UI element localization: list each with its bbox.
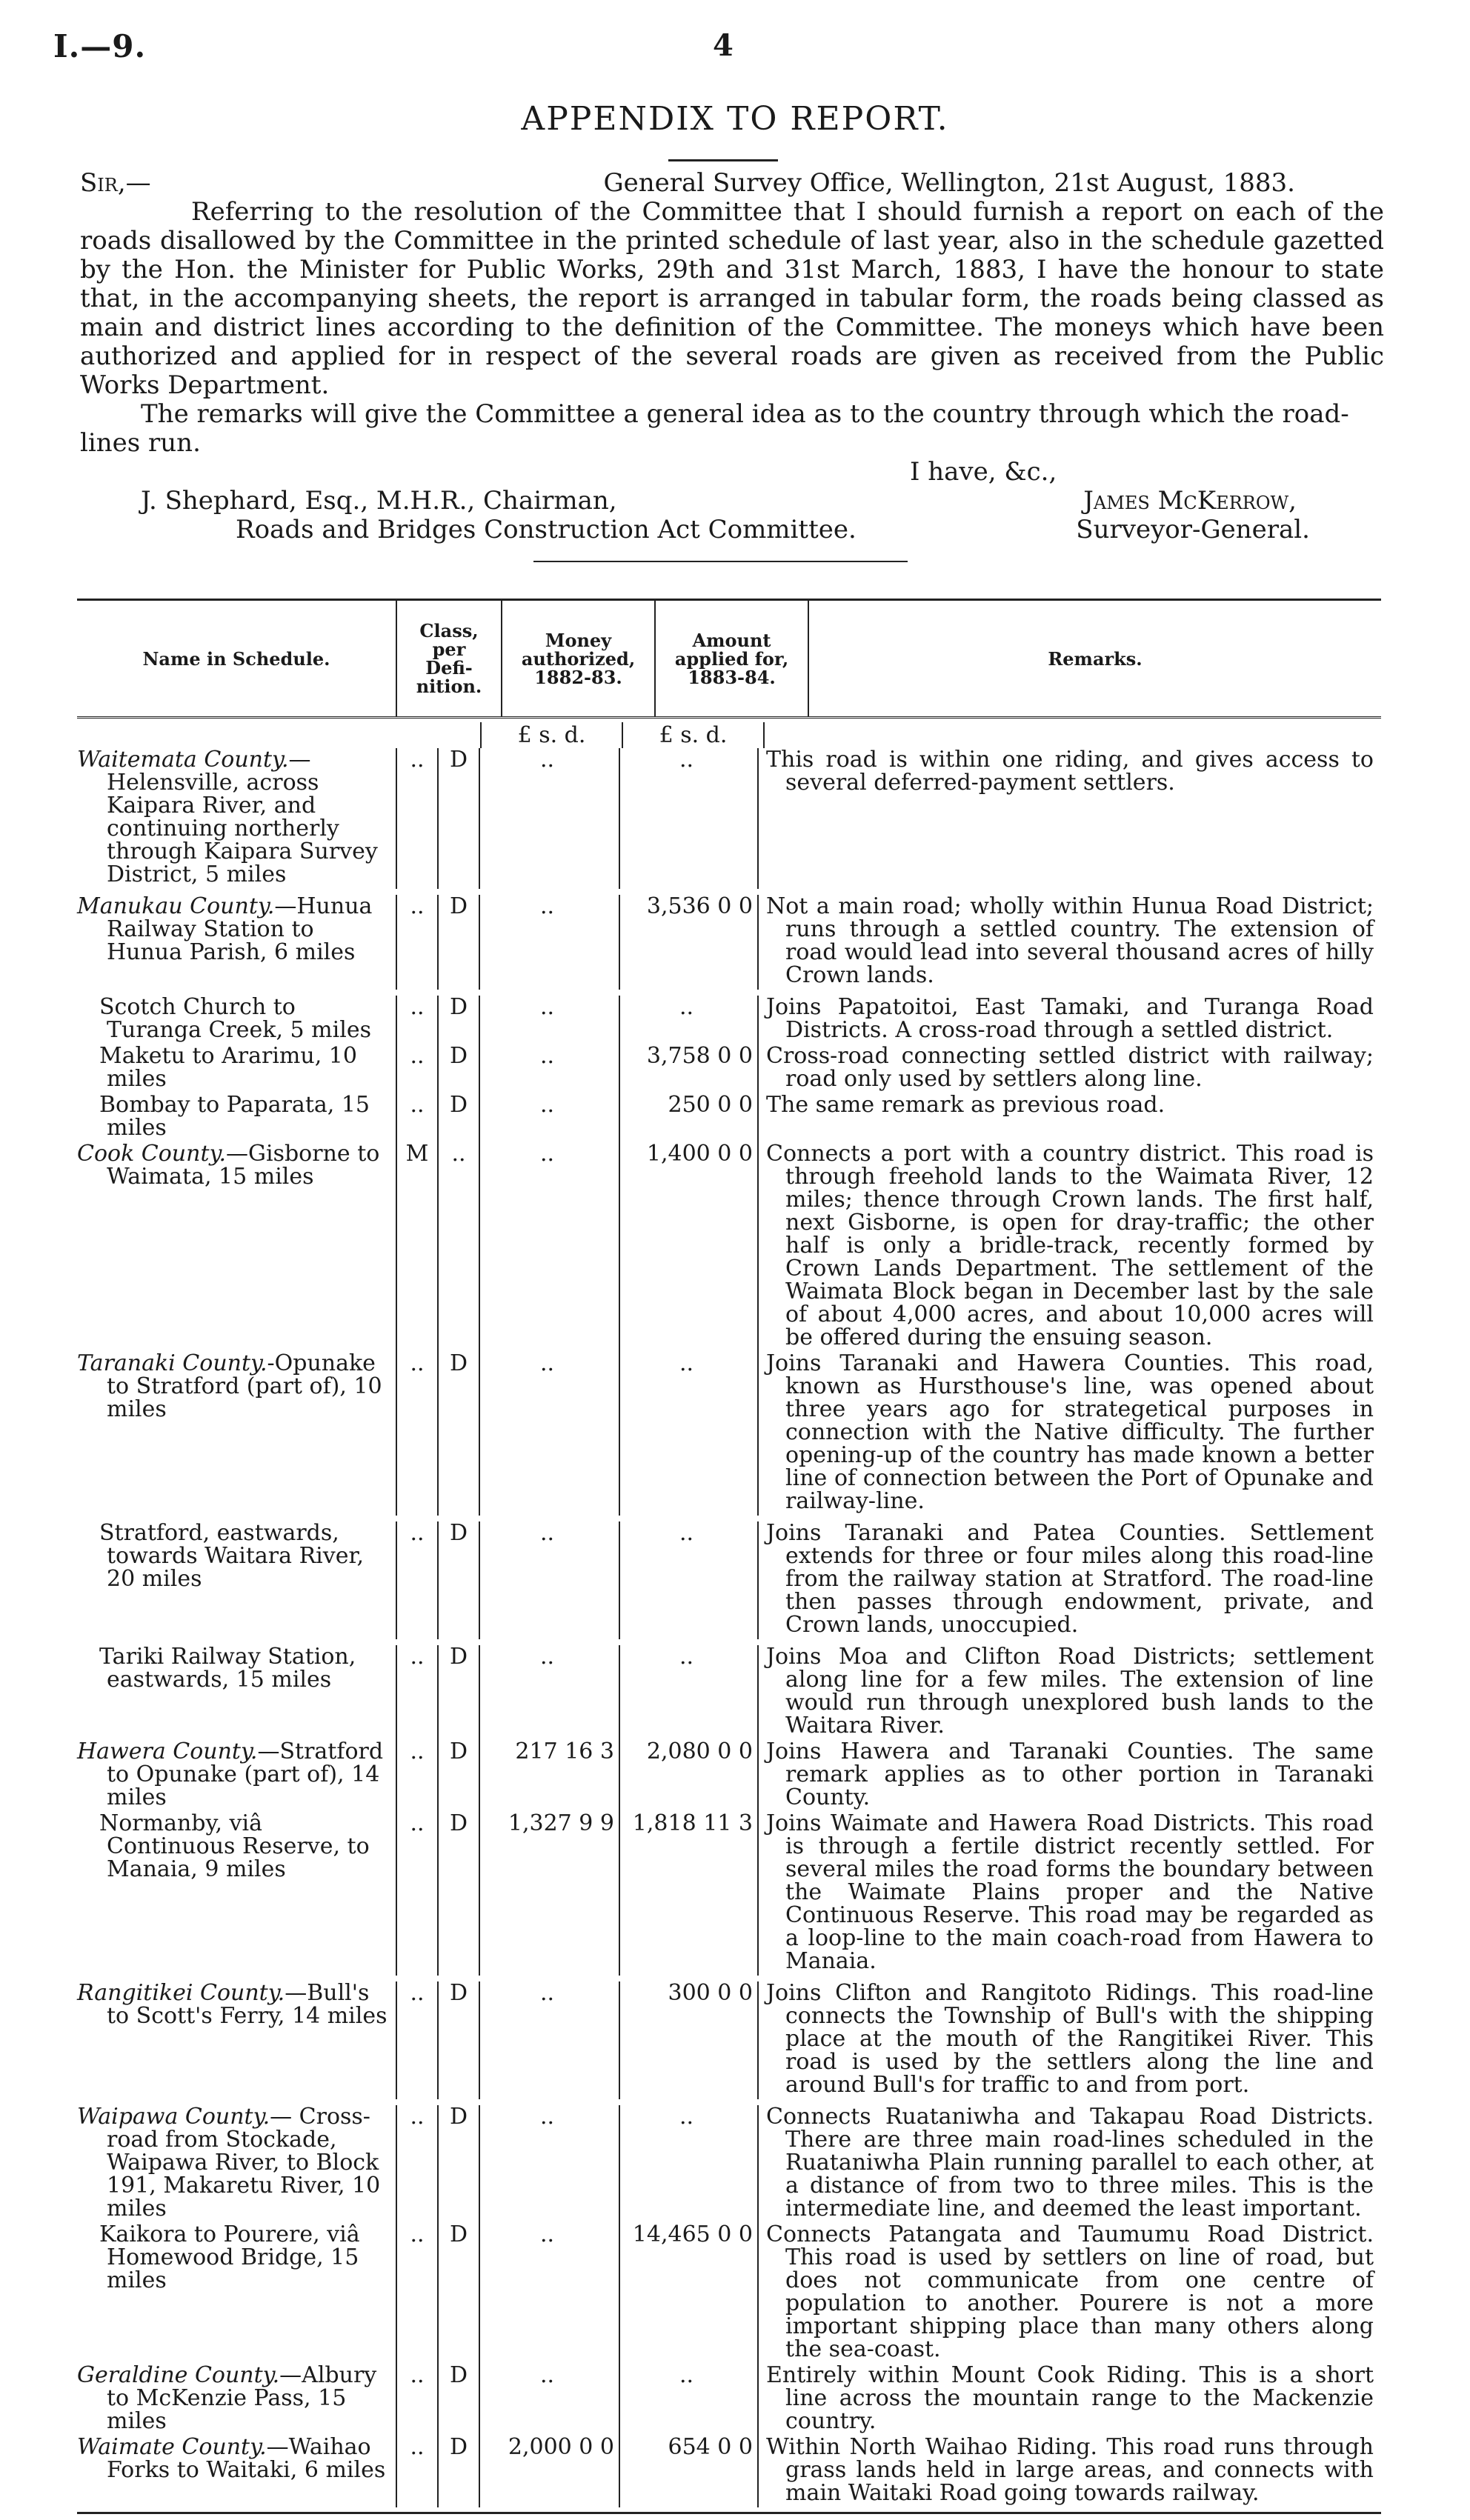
class-district: D — [437, 996, 479, 1044]
class-district: D — [437, 2364, 479, 2436]
header-money: Money authorized, 1882-83. — [521, 629, 636, 688]
road-name — [77, 1142, 396, 1352]
remarks: Not a main road; wholly within Hunua Road District; runs through a settled country. The extension of road would lead into several thousand acres of hilly Crown lands. — [766, 893, 1374, 988]
county-name: Taranaki County. — [77, 1350, 267, 1376]
amount-applied: 1,818 11 3 — [619, 1812, 759, 1976]
amount-applied: 3,536 0 0 — [619, 895, 759, 990]
road-name — [77, 1740, 396, 1812]
covering-letter — [80, 169, 1384, 544]
road-description: Tariki Railway Station, eastwards, 15 miles — [99, 1644, 356, 1693]
road-description: Scotch Church to Turanga Creek, 5 miles — [99, 994, 371, 1043]
class-main: .. — [410, 2434, 425, 2460]
remarks: Cross-road connecting settled district with railway; road only used by settlers along line. — [766, 1043, 1374, 1092]
table-row — [77, 2099, 1381, 2223]
road-name — [77, 895, 396, 990]
class-cell — [396, 1142, 479, 1352]
county-name: Rangitikei County. — [77, 1980, 285, 2006]
class-district: D — [437, 1645, 479, 1740]
table-row — [77, 1740, 1381, 1812]
sessional-paper-number: I.—9. — [53, 28, 147, 64]
table-row — [77, 990, 1381, 1044]
remarks: Joins Moa and Clifton Road Districts; settlement along line for a few miles. The extension of line would run through unexplored bush lands to the Waitara River. — [766, 1644, 1374, 1739]
table-row — [77, 889, 1381, 990]
class-cell — [396, 2223, 479, 2364]
road-name — [77, 2105, 396, 2223]
money-authorized: 2,000 0 0 — [479, 2436, 619, 2507]
section-rule — [533, 561, 908, 562]
amount-applied: .. — [619, 1645, 759, 1740]
county-name: Manukau County. — [77, 893, 275, 919]
money-authorized: .. — [479, 895, 619, 990]
class-cell — [396, 748, 479, 889]
class-district: D — [437, 2436, 479, 2507]
table-row — [77, 1812, 1381, 1976]
class-district: D — [437, 1044, 479, 1093]
remarks: This road is within one riding, and gives access to several deferred-payment settlers. — [766, 747, 1374, 796]
class-main: .. — [410, 1350, 425, 1376]
class-district: D — [437, 2223, 479, 2364]
money-authorized: .. — [479, 2105, 619, 2223]
amount-applied: .. — [619, 996, 759, 1044]
table-row — [77, 1516, 1381, 1639]
letter-paragraph-2: The remarks will give the Committee a general idea as to the country through which the road-lines run. — [80, 399, 1349, 458]
class-cell — [396, 2436, 479, 2507]
table-header — [77, 601, 1381, 719]
road-name — [77, 1521, 396, 1639]
remarks: Joins Taranaki and Hawera Counties. This road, known as Hursthouse's line, was opened about three years ago for strategetical purposes in connection with the Native difficulty. The further opening-up of the country has made known a better line of connection between the Port of Opunake and railway-line. — [766, 1350, 1374, 1514]
road-name — [77, 1645, 396, 1740]
amount-applied: 14,465 0 0 — [619, 2223, 759, 2364]
class-district: D — [437, 748, 479, 889]
table-row — [77, 1639, 1381, 1740]
class-main: .. — [410, 994, 425, 1020]
table-row — [77, 1976, 1381, 2099]
amount-units: £ s. d. — [622, 722, 765, 748]
road-name — [77, 1812, 396, 1976]
money-authorized: .. — [479, 1093, 619, 1142]
remarks: Joins Papatoitoi, East Tamaki, and Turanga Road Districts. A cross-road through a settled district. — [766, 994, 1374, 1043]
table-body — [77, 748, 1381, 2507]
page-title: APPENDIX TO REPORT. — [521, 100, 949, 138]
remarks: Joins Taranaki and Patea Counties. Settlement extends for three or four miles along this road-line from the railway station at Stratford. The road-line then passes through endowment, private, and Crown lands, unoccupied. — [766, 1520, 1374, 1638]
remarks: Entirely within Mount Cook Riding. This is a short line across the mountain range to the Mackenzie country. — [766, 2362, 1374, 2434]
amount-applied: 1,400 0 0 — [619, 1142, 759, 1352]
class-main: .. — [410, 893, 425, 919]
amount-applied: .. — [619, 2364, 759, 2436]
currency-units-row — [77, 719, 1381, 748]
signer-title: Surveyor-General. — [1076, 515, 1310, 544]
road-description: Maketu to Ararimu, 10 miles — [99, 1043, 357, 1092]
class-main: .. — [410, 747, 425, 773]
road-name — [77, 748, 396, 889]
class-main: .. — [410, 2362, 425, 2388]
money-authorized: .. — [479, 2223, 619, 2364]
class-main: .. — [410, 1739, 425, 1764]
salutation: Sir,— — [80, 168, 151, 198]
closing: I have, &c., — [910, 457, 1057, 487]
money-authorized: 1,327 9 9 — [479, 1812, 619, 1976]
class-cell — [396, 2364, 479, 2436]
remarks: Connects Patangata and Taumumu Road District. This road is used by settlers on line of road, but does not communicate from one centre of population to another. Pourere is not a more important shipping place than many others along the sea-coast. — [766, 2221, 1374, 2362]
money-authorized: .. — [479, 1142, 619, 1352]
amount-applied: 3,758 0 0 — [619, 1044, 759, 1093]
amount-applied: 2,080 0 0 — [619, 1740, 759, 1812]
addressee-line-2: Roads and Bridges Construction Act Committee. — [236, 515, 857, 544]
remarks: Joins Hawera and Taranaki Counties. The same remark applies as to other portion in Taranaki County. — [766, 1739, 1374, 1810]
class-main: .. — [410, 2104, 425, 2130]
class-cell — [396, 895, 479, 990]
class-district: D — [437, 1521, 479, 1639]
remarks: Within North Waihao Riding. This road runs through grass lands held in large areas, and connects with main Waitaki Road going towards railway. — [766, 2434, 1374, 2506]
road-name — [77, 1352, 396, 1516]
road-description: -Opunake to Stratford (part of), 10 miles — [107, 1350, 382, 1422]
money-authorized: .. — [479, 748, 619, 889]
class-main: .. — [410, 1092, 425, 1118]
addressee-line-1: J. Shephard, Esq., M.H.R., Chairman, — [141, 486, 617, 516]
class-district: D — [437, 2105, 479, 2223]
county-name: Waimate County. — [77, 2434, 267, 2460]
road-description: Kaikora to Pourere, viâ Homewood Bridge, 15 miles — [99, 2221, 360, 2293]
class-district: D — [437, 1740, 479, 1812]
money-authorized: .. — [479, 1352, 619, 1516]
table-row — [77, 1044, 1381, 1093]
county-name: Geraldine County. — [77, 2362, 280, 2388]
table-row — [77, 748, 1381, 889]
county-name: Hawera County. — [77, 1739, 258, 1764]
class-cell — [396, 1521, 479, 1639]
money-authorized: .. — [479, 2364, 619, 2436]
road-description: — Helensville, across Kaipara River, and continuing northerly through Kaipara Survey District, 5 miles — [107, 747, 378, 887]
road-description: —Waihao Forks to Waitaki, 6 miles — [107, 2434, 386, 2483]
header-class: Class, per Defi- nition. — [396, 601, 502, 716]
road-name — [77, 1093, 396, 1142]
money-authorized: .. — [479, 1044, 619, 1093]
remarks: Connects a port with a country district. This road is through freehold lands to the Waimata River, 12 miles; thence through Crown lands. The first half, next Gisborne, is open for dray-traffic; the other half is only a bridle-track, recently formed by Crown Lands Department. The settlement of the Waimata Block began in December last by the sale of about 4,000 acres, and about 10,000 acres will be offered during the ensuing season. — [766, 1141, 1374, 1350]
road-description: —Albury to McKenzie Pass, 15 miles — [107, 2362, 377, 2434]
road-description: —Stratford to Opunake (part of), 14 miles — [107, 1739, 384, 1810]
remarks: The same remark as previous road. — [766, 1092, 1165, 1118]
road-name — [77, 996, 396, 1044]
class-main: .. — [410, 1644, 425, 1670]
amount-applied: .. — [619, 1521, 759, 1639]
county-name: Waipawa County. — [77, 2104, 270, 2130]
class-cell — [396, 1093, 479, 1142]
class-main: .. — [410, 1043, 425, 1069]
table-row — [77, 1142, 1381, 1352]
title-rule — [668, 159, 778, 161]
table-row — [77, 2223, 1381, 2364]
page-number: 4 — [713, 28, 734, 63]
county-name: Cook County. — [77, 1141, 227, 1167]
road-name — [77, 2364, 396, 2436]
road-description: Bombay to Paparata, 15 miles — [99, 1092, 370, 1141]
remarks: Connects Ruataniwha and Takapau Road Districts. There are three main road-lines scheduled in the Ruataniwha Plain running parallel to each other, at a distance of from two to three miles. This is the intermediate line, and deemed the least important. — [766, 2104, 1374, 2221]
header-name: Name in Schedule. — [142, 647, 330, 670]
class-main: .. — [410, 1980, 425, 2006]
road-description: Normanby, viâ Continuous Reserve, to Manaia, 9 miles — [99, 1810, 370, 1882]
table-row — [77, 2364, 1381, 2436]
money-authorized: .. — [479, 1645, 619, 1740]
class-cell — [396, 1352, 479, 1516]
class-district: D — [437, 1812, 479, 1976]
remarks: Joins Waimate and Hawera Road Districts. This road is through a fertile district recently settled. For several miles the road forms the boundary between the Waimate Plains proper and the Native Continuous Reserve. This road may be regarded as a loop-line to the main coach-road from Hawera to Manaia. — [766, 1810, 1374, 1974]
class-district: .. — [437, 1142, 479, 1352]
road-name — [77, 1981, 396, 2099]
signer-name: James McKerrow, — [1083, 486, 1297, 516]
remarks: Joins Clifton and Rangitoto Ridings. This road-line connects the Township of Bull's with the shipping place at the mouth of the Rangitikei River. This road is used by the settlers along the line and around Bull's for traffic to and from port. — [766, 1980, 1374, 2098]
road-description: —Gisborne to Waimata, 15 miles — [107, 1141, 380, 1190]
class-cell — [396, 996, 479, 1044]
class-cell — [396, 1044, 479, 1093]
county-name: Waitemata County. — [77, 747, 289, 773]
money-authorized: .. — [479, 1521, 619, 1639]
money-authorized: .. — [479, 1981, 619, 2099]
class-cell — [396, 2105, 479, 2223]
road-description: — Cross-road from Stockade, Waipawa River, to Block 191, Makaretu River, 10 miles — [107, 2104, 381, 2221]
class-cell — [396, 1812, 479, 1976]
class-cell — [396, 1645, 479, 1740]
road-name — [77, 1044, 396, 1093]
amount-applied: 654 0 0 — [619, 2436, 759, 2507]
road-description: Stratford, eastwards, towards Waitara River, 20 miles — [99, 1520, 365, 1592]
amount-applied: 300 0 0 — [619, 1981, 759, 2099]
road-name — [77, 2223, 396, 2364]
money-authorized: .. — [479, 996, 619, 1044]
class-cell — [396, 1981, 479, 2099]
table-row — [77, 1352, 1381, 1516]
class-main: .. — [410, 2221, 425, 2247]
class-main: M — [405, 1141, 429, 1167]
amount-applied: .. — [619, 2105, 759, 2223]
roads-table — [77, 599, 1381, 2514]
table-row — [77, 1093, 1381, 1142]
amount-applied: .. — [619, 1352, 759, 1516]
header-remarks: Remarks. — [1048, 647, 1143, 670]
class-district: D — [437, 895, 479, 990]
table-row — [77, 2436, 1381, 2507]
header-amount: Amount applied for, 1883-84. — [654, 601, 809, 716]
class-district: D — [437, 1352, 479, 1516]
dateline: General Survey Office, Wellington, 21st August, 1883. — [603, 168, 1295, 198]
money-authorized: 217 16 3 — [479, 1740, 619, 1812]
amount-applied: .. — [619, 748, 759, 889]
class-cell — [396, 1740, 479, 1812]
class-district: D — [437, 1093, 479, 1142]
road-description: —Hunua Railway Station to Hunua Parish, 6 miles — [107, 893, 373, 965]
class-main: .. — [410, 1520, 425, 1546]
class-main: .. — [410, 1810, 425, 1836]
road-description: —Bull's to Scott's Ferry, 14 miles — [107, 1980, 388, 2029]
class-district: D — [437, 1981, 479, 2099]
letter-paragraph-1: Referring to the resolution of the Committee that I should furnish a report on each of the roads disallowed by the Committee in the printed schedule of last year, also in the schedule gazetted by the Hon. the Minister for Public Works, 29th and 31st March, 1883, I have the honour to state that, in the accompanying sheets, the report is arranged in tabular form, the roads being classed as main and district lines according to the definition of the Committee. The moneys which have been authorized and applied for in respect of the several roads are given as received from the Public Works Department. — [80, 197, 1384, 400]
amount-applied: 250 0 0 — [619, 1093, 759, 1142]
money-units: £ s. d. — [480, 722, 622, 748]
road-name — [77, 2436, 396, 2507]
